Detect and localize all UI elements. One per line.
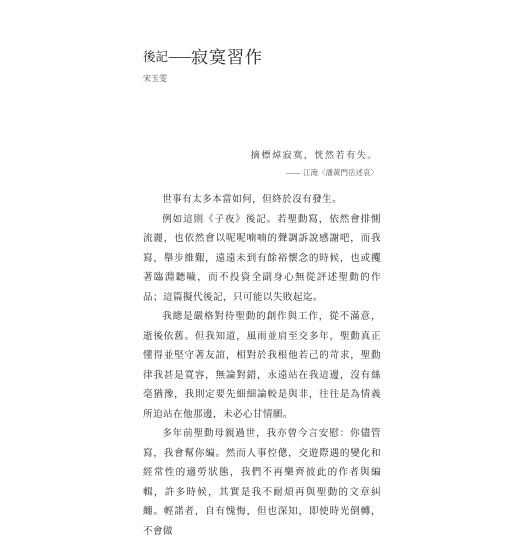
author-name: 宋玉雯 [143,74,167,83]
chapter-title [143,50,263,67]
chapter-heading [143,50,263,84]
paragraph: 世事有太多本當如何，但終於沒有發生。 [162,194,343,205]
epigraph-text: 摘標焯寂寞，恍然若有失。 [250,151,378,161]
paragraph: 例如這則《子夜》後記。若聖動寫，依然會排惻流麗，也依然會以呢呢喃喃的聲調訴說感謝吧，而我寫，舉步維艱，遠遠未到有餘裕懷念的時候，也或攫著臨淵聽噦，而不投資全副身心無從評述聖動的作品；這篇擬代後記，只可能以失敗起迄。 [143,213,381,303]
epigraph-source: —— 江淹〈潘黃門岳述哀〉 [285,168,378,177]
title-main: 寂寞習作 [191,48,264,68]
paragraph: 我總是嚴格對待聖動的創作與工作，從不滿意，逝後依舊。但我知道，風雨並肩至交多年，聖動真正懂得並堅守著友誼，相對於我根他若己的苛求，聖動律我甚是寬容，無論對錯，永遠站在我這邊，沒有絲毫猶豫，我則定要先細細論較是與非，往往是為情義所迫站在他那邊，未必心甘情願。 [143,311,381,420]
title-prefix: 後記 [143,49,169,64]
epigraph [251,148,378,178]
body-text [143,190,381,541]
title-dash: —— [168,49,192,64]
paragraph: 多年前聖動母親過世，我亦曾今言安慰：你儘管寫，我會幫你編。然而人事倥傯，交遊際遇的變化和經常性的適勞狀態，我們不再樂齊彼此的作者與編輯，許多時候，其實是我不耐煩再與聖動的文章糾纏。輕諾者，自有愧悔，但也深知，即使時光倒轉，不會做 [143,428,381,537]
